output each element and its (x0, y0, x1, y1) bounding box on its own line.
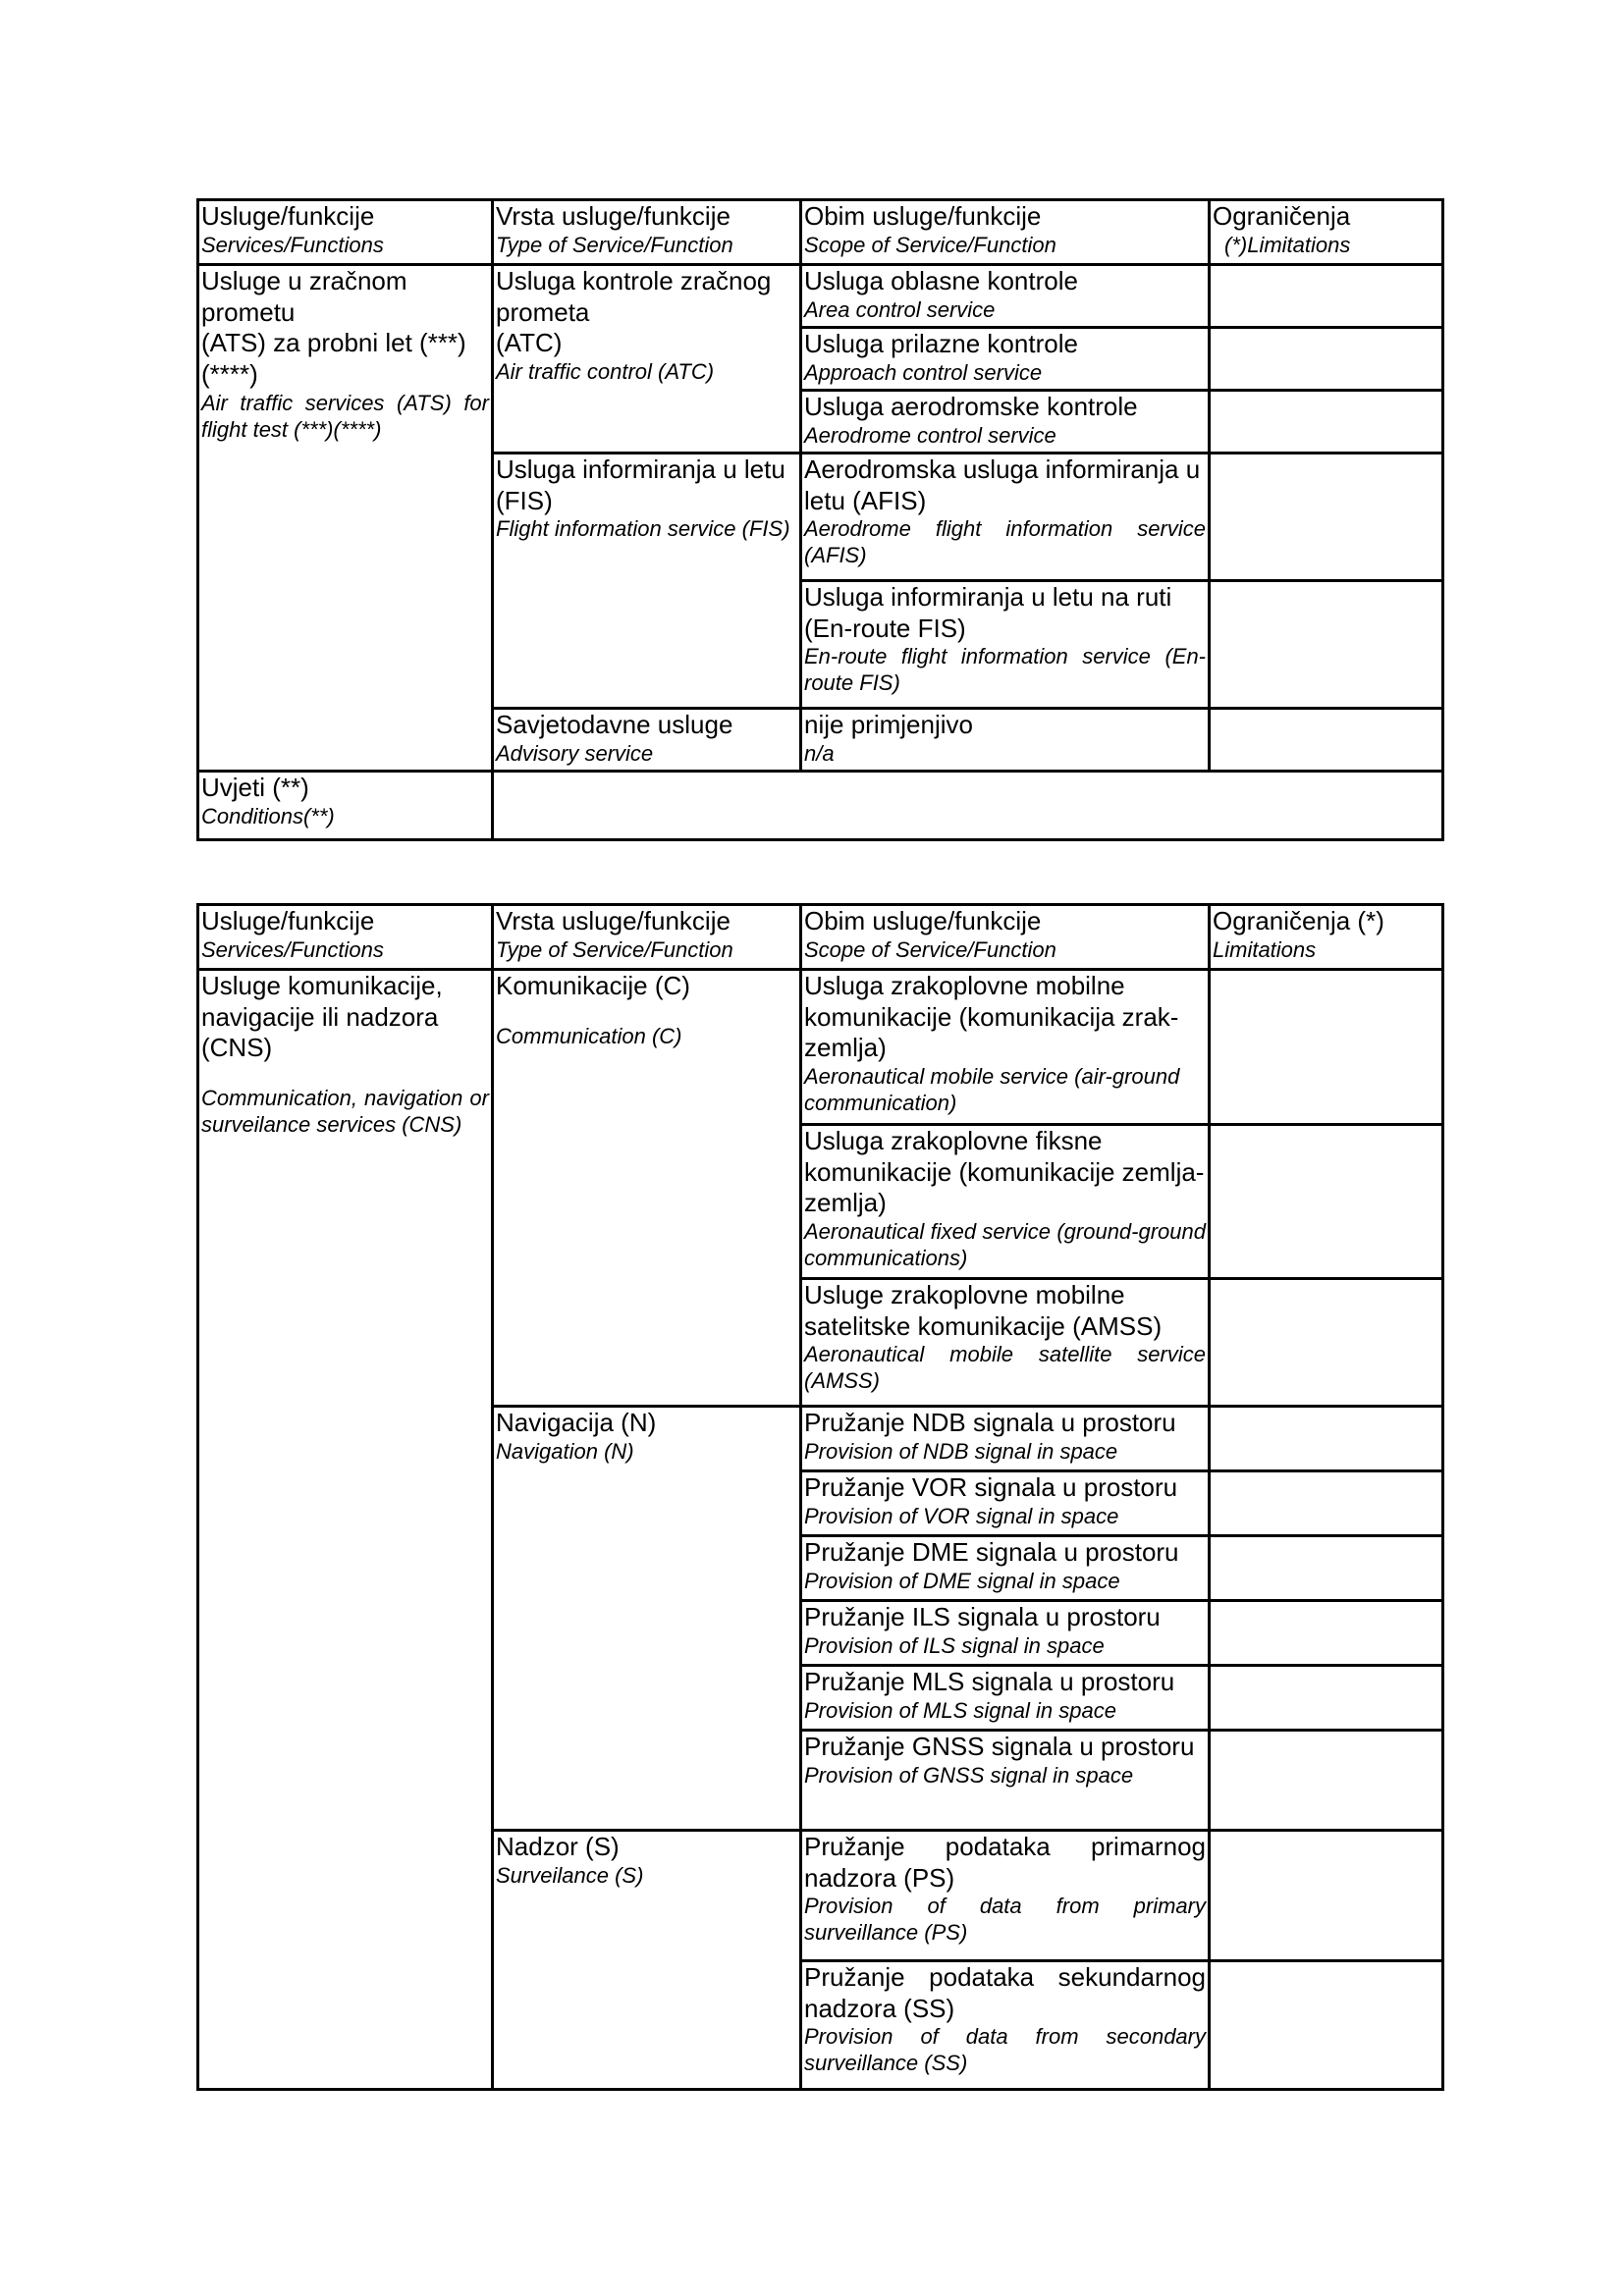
scope-hr: Usluga oblasne kontrole (804, 266, 1078, 295)
communication-type-cell (493, 970, 801, 1407)
scope-hr: Pružanje VOR signala u prostoru (804, 1472, 1178, 1502)
scope-hr: Usluga aerodromske kontrole (804, 392, 1138, 421)
limitations-cell (1210, 970, 1443, 1125)
limitations-cell (1210, 709, 1443, 772)
header-type-cell (493, 200, 801, 265)
limitations-cell (1210, 1279, 1443, 1407)
scope-cell (801, 391, 1210, 454)
header-scope-cell (801, 200, 1210, 265)
scope-cell (801, 1279, 1210, 1407)
header-services-hr: Usluge/funkcije (201, 201, 375, 231)
surveillance-type-cell (493, 1831, 801, 2090)
header-limitations-cell (1210, 200, 1443, 265)
scope-cell (801, 709, 1210, 772)
navigation-type-hr: Navigacija (N) (496, 1408, 657, 1437)
scope-en: n/a (804, 740, 835, 766)
header-services-cell (198, 905, 493, 970)
scope-cell (801, 1125, 1210, 1279)
header-scope-en: Scope of Service/Function (804, 936, 1056, 962)
conditions-hr: Uvjeti (**) (201, 773, 309, 802)
surveillance-type-en: Surveilance (S) (496, 1862, 644, 1888)
conditions-label-cell (198, 772, 493, 840)
scope-hr: Aerodromska usluga informiranja u letu (AFIS) (804, 454, 1201, 515)
conditions-value-cell (493, 772, 1443, 840)
header-type-en: Type of Service/Function (496, 232, 733, 257)
scope-hr: Usluga prilazne kontrole (804, 329, 1078, 358)
scope-hr: Pružanje ILS signala u prostoru (804, 1602, 1161, 1631)
scope-cell (801, 1666, 1210, 1731)
scope-hr: Pružanje DME signala u prostoru (804, 1537, 1179, 1567)
header-scope-en: Scope of Service/Function (804, 232, 1056, 257)
scope-en: Aeronautical mobile satellite service (AMSS) (804, 1342, 1206, 1394)
scope-hr: Pružanje podataka primarnog nadzora (PS) (804, 1832, 1206, 1893)
scope-hr: Pružanje NDB signala u prostoru (804, 1408, 1176, 1437)
ats-service-en: Air traffic services (ATS) for flight test (***)(****) (201, 390, 489, 442)
atc-type-hr-2: (ATC) (496, 328, 563, 358)
scope-en: Provision of ILS signal in space (804, 1632, 1105, 1658)
limitations-cell (1210, 1666, 1443, 1731)
scope-hr: nije primjenjivo (804, 710, 973, 739)
header-services-en: Services/Functions (201, 936, 384, 962)
cns-service-cell (198, 970, 493, 2090)
limitations-cell (1210, 1961, 1443, 2090)
surveillance-type-hr: Nadzor (S) (496, 1832, 620, 1861)
atc-type-en: Air traffic control (ATC) (496, 359, 715, 385)
scope-cell (801, 1601, 1210, 1666)
header-services-cell (198, 200, 493, 265)
header-scope-hr: Obim usluge/funkcije (804, 201, 1042, 231)
limitations-cell (1210, 391, 1443, 454)
scope-hr: Usluga informiranja u letu na ruti (En-route FIS) (804, 582, 1172, 643)
scope-hr: Pružanje podataka sekundarnog nadzora (SS) (804, 1962, 1206, 2023)
advisory-type-en: Advisory service (496, 740, 654, 766)
limitations-cell (1210, 1471, 1443, 1536)
limitations-cell (1210, 1831, 1443, 1961)
ats-service-cell (198, 265, 493, 772)
header-services-en: Services/Functions (201, 232, 384, 257)
scope-cell (801, 970, 1210, 1125)
limitations-cell (1210, 328, 1443, 391)
communication-type-en: Communication (C) (496, 1023, 682, 1048)
scope-en: Approach control service (804, 359, 1043, 385)
navigation-type-en: Navigation (N) (496, 1438, 634, 1464)
table-row (198, 970, 1443, 1125)
header-limitations-hr: Ograničenja (1213, 201, 1351, 231)
ats-services-table (196, 198, 1444, 841)
limitations-cell (1210, 1601, 1443, 1666)
scope-cell (801, 1407, 1210, 1471)
header-type-hr: Vrsta usluge/funkcije (496, 201, 731, 231)
limitations-cell (1210, 265, 1443, 328)
limitations-cell (1210, 454, 1443, 581)
scope-en: Provision of DME signal in space (804, 1568, 1120, 1593)
scope-en: Aerodrome control service (804, 422, 1056, 448)
navigation-type-cell (493, 1407, 801, 1831)
limitations-cell (1210, 1125, 1443, 1279)
scope-cell (801, 265, 1210, 328)
scope-cell (801, 328, 1210, 391)
limitations-cell (1210, 581, 1443, 709)
communication-type-hr: Komunikacije (C) (496, 971, 690, 1000)
header-limitations-cell (1210, 905, 1443, 970)
header-type-en: Type of Service/Function (496, 936, 733, 962)
scope-en: Provision of data from secondary surveillance (SS) (804, 2024, 1206, 2076)
header-type-cell (493, 905, 801, 970)
scope-hr: Usluge zrakoplovne mobilne satelitske komunikacije (AMSS) (804, 1280, 1163, 1341)
table-header-row (198, 200, 1443, 265)
table-header-row (198, 905, 1443, 970)
ats-service-hr-2: (ATS) za probni let (***)(****) (201, 328, 466, 390)
scope-en: Provision of MLS signal in space (804, 1697, 1116, 1723)
scope-en: Provision of VOR signal in space (804, 1503, 1119, 1528)
spacer (201, 1064, 489, 1086)
table-row (198, 265, 1443, 328)
fis-type-en: Flight information service (FIS) (496, 516, 790, 542)
header-limitations-en: (*)Limitations (1224, 232, 1351, 257)
scope-hr: Usluga zrakoplovne fiksne komunikacije (komunikacije zemlja-zemlja) (804, 1126, 1205, 1218)
header-scope-hr: Obim usluge/funkcije (804, 906, 1042, 935)
header-scope-cell (801, 905, 1210, 970)
scope-cell (801, 1731, 1210, 1831)
advisory-type-cell (493, 709, 801, 772)
cns-services-table (196, 903, 1444, 2091)
cns-service-hr: Usluge komunikacije, navigacije ili nadzora (CNS) (201, 971, 443, 1063)
scope-en: Aeronautical mobile service (air-ground communication) (804, 1064, 1180, 1115)
scope-en: En-route flight information service (En-route FIS) (804, 644, 1206, 696)
limitations-cell (1210, 1536, 1443, 1601)
fis-type-cell (493, 454, 801, 709)
scope-en: Area control service (804, 296, 996, 322)
scope-cell (801, 1471, 1210, 1536)
header-limitations-en: Limitations (1213, 936, 1317, 962)
scope-en: Provision of GNSS signal in space (804, 1762, 1134, 1788)
limitations-cell (1210, 1731, 1443, 1831)
header-services-hr: Usluge/funkcije (201, 906, 375, 935)
scope-hr: Pružanje GNSS signala u prostoru (804, 1732, 1195, 1761)
conditions-en: Conditions(**) (201, 803, 335, 828)
scope-cell (801, 1831, 1210, 1961)
fis-type-hr: Usluga informiranja u letu (FIS) (496, 454, 785, 515)
conditions-row (198, 772, 1443, 840)
scope-en: Provision of NDB signal in space (804, 1438, 1118, 1464)
advisory-type-hr: Savjetodavne usluge (496, 710, 733, 739)
scope-hr: Pružanje MLS signala u prostoru (804, 1667, 1175, 1696)
limitations-cell (1210, 1407, 1443, 1471)
atc-type-cell (493, 265, 801, 454)
scope-en: Provision of data from primary surveillance (PS) (804, 1894, 1206, 1946)
scope-cell (801, 1536, 1210, 1601)
scope-en: Aerodrome flight information service (AFIS) (804, 516, 1206, 568)
scope-en: Aeronautical fixed service (ground-ground communications) (804, 1219, 1206, 1270)
header-limitations-hr: Ograničenja (*) (1213, 906, 1384, 935)
cns-service-en: Communication, navigation or surveilance services (CNS) (201, 1086, 489, 1137)
scope-cell (801, 581, 1210, 709)
spacer (496, 1002, 797, 1024)
header-type-hr: Vrsta usluge/funkcije (496, 906, 731, 935)
atc-type-hr-1: Usluga kontrole zračnog prometa (496, 266, 772, 327)
ats-service-hr-1: Usluge u zračnom prometu (201, 266, 407, 327)
scope-hr: Usluga zrakoplovne mobilne komunikacije (komunikacija zrak-zemlja) (804, 971, 1179, 1063)
scope-cell (801, 454, 1210, 581)
scope-cell (801, 1961, 1210, 2090)
